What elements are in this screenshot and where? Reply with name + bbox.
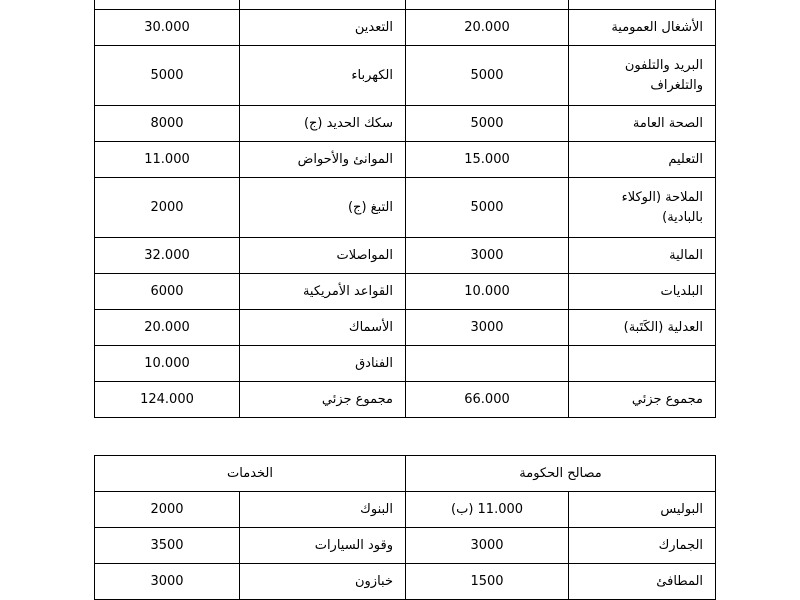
table-row bbox=[95, 346, 716, 382]
cell-label: الفنادق bbox=[240, 346, 406, 382]
table-row bbox=[95, 178, 716, 238]
cell-value: 3500 bbox=[95, 528, 240, 564]
cell-label: التعدين bbox=[240, 10, 406, 46]
cell-value: 3000 bbox=[406, 310, 569, 346]
cell-value: 5000 bbox=[406, 106, 569, 142]
cell-value bbox=[406, 0, 569, 10]
table-row bbox=[95, 274, 716, 310]
cell-value: 20.000 bbox=[95, 310, 240, 346]
cell-value: 3000 bbox=[95, 564, 240, 600]
table-row bbox=[95, 528, 716, 564]
cell-value: 15.000 bbox=[406, 142, 569, 178]
cell-label: مجموع جزئي bbox=[240, 382, 406, 418]
cell-value: 11.000 bbox=[95, 142, 240, 178]
cell-label: البلديات bbox=[569, 274, 716, 310]
table-row-subtotal bbox=[95, 382, 716, 418]
cell-label: الموانئ والأحواض bbox=[240, 142, 406, 178]
cell-value bbox=[406, 346, 569, 382]
cell-label: القواعد الأمريكية bbox=[240, 274, 406, 310]
cell-value: 5000 bbox=[406, 46, 569, 106]
cell-value: 3000 bbox=[406, 238, 569, 274]
table-row bbox=[95, 0, 716, 10]
table-row bbox=[95, 10, 716, 46]
cell-label: الكهرباء bbox=[240, 46, 406, 106]
cell-label: الجمارك bbox=[569, 528, 716, 564]
cell-label: البريد والتلفون والتلغراف bbox=[569, 46, 716, 106]
cell-value: 5000 bbox=[95, 46, 240, 106]
cell-value: 2000 bbox=[95, 178, 240, 238]
cell-value: 10.000 bbox=[406, 274, 569, 310]
cell-label: المطافئ bbox=[569, 564, 716, 600]
table-row bbox=[95, 238, 716, 274]
cell-value: 6000 bbox=[95, 274, 240, 310]
cell-value: 5000 bbox=[406, 178, 569, 238]
cell-value: 3000 bbox=[406, 528, 569, 564]
cell-label: التعليم bbox=[569, 142, 716, 178]
table-row bbox=[95, 492, 716, 528]
cell-label: الأشغال العمومية bbox=[569, 10, 716, 46]
cell-value: 30.000 bbox=[95, 10, 240, 46]
cell-label: المالية bbox=[569, 238, 716, 274]
employment-table-bottom bbox=[94, 455, 716, 600]
cell-label bbox=[240, 0, 406, 10]
cell-label: البنوك bbox=[240, 492, 406, 528]
cell-value: 2000 bbox=[95, 492, 240, 528]
cell-label: التبغ (ج) bbox=[240, 178, 406, 238]
cell-label: مجموع جزئي bbox=[569, 382, 716, 418]
table-row bbox=[95, 106, 716, 142]
cell-label: الأسماك bbox=[240, 310, 406, 346]
cell-label bbox=[569, 346, 716, 382]
cell-label: خبازون bbox=[240, 564, 406, 600]
table-row bbox=[95, 310, 716, 346]
cell-value: 124.000 bbox=[95, 382, 240, 418]
employment-table-top bbox=[94, 0, 716, 418]
table-row bbox=[95, 142, 716, 178]
cell-value: 8000 bbox=[95, 106, 240, 142]
cell-label: العدلية (الكَتَبة) bbox=[569, 310, 716, 346]
cell-label bbox=[569, 0, 716, 10]
cell-value: 10.000 bbox=[95, 346, 240, 382]
cell-label: الملاحة (الوكلاء بالبادية) bbox=[569, 178, 716, 238]
table-row bbox=[95, 564, 716, 600]
cell-label: البوليس bbox=[569, 492, 716, 528]
table-row bbox=[95, 46, 716, 106]
header-services: الخدمات bbox=[95, 456, 406, 492]
cell-value: 20.000 bbox=[406, 10, 569, 46]
cell-label: وقود السيارات bbox=[240, 528, 406, 564]
cell-value: 32.000 bbox=[95, 238, 240, 274]
cell-value: 11.000 (ب) bbox=[406, 492, 569, 528]
cell-value: 1500 bbox=[406, 564, 569, 600]
cell-label: المواصلات bbox=[240, 238, 406, 274]
cell-label: سكك الحديد (ج) bbox=[240, 106, 406, 142]
cell-value bbox=[95, 0, 240, 10]
cell-value: 66.000 bbox=[406, 382, 569, 418]
header-government-services: مصالح الحكومة bbox=[406, 456, 716, 492]
table-header-row bbox=[95, 456, 716, 492]
cell-label: الصحة العامة bbox=[569, 106, 716, 142]
